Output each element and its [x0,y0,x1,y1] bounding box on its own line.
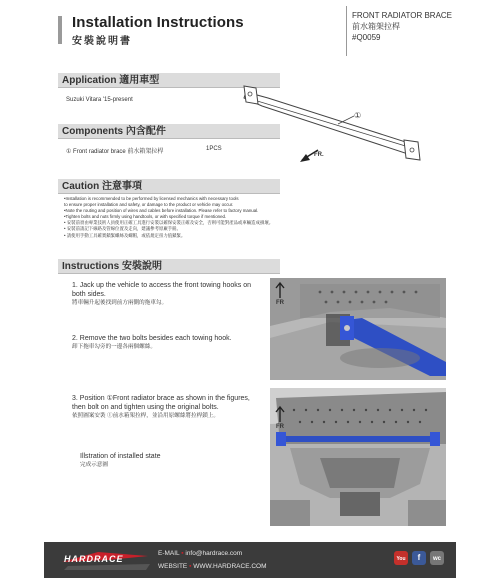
installed-state-photo [270,388,446,526]
step-2 [72,334,232,352]
page-title: Installation Instructions [72,14,244,31]
product-name: FRONT RADIATOR BRACE [352,11,453,20]
step-3-text: 3. Position ①Front radiator brace as shown in the figures, [72,395,250,402]
email-label: E-MAIL [158,550,180,557]
components-heading: Components 內含配件 [58,124,280,139]
instructions-heading: Instructions 安裝說明 [58,259,280,274]
website-row [158,563,267,570]
step-3-text-cn: 依照圖案安裝 ①前水箱架拉桿，並沿用原螺絲將拉桿鎖上。 [72,413,219,419]
facebook-icon-text: f [417,553,421,562]
part-number: #Q0059 [352,33,381,42]
radiator-brace-diagram [240,78,430,174]
caution-line: •Note the routing and position of wires and cables before installation. Please refer to factory manual. [64,208,259,214]
caution-line: to ensure proper installation and safety, or damage to the product or vehicle may occur. [64,202,234,208]
diagram-callout: ① [354,111,362,120]
step-3-text-cont: then bolt on and tighten using the original bolts. [72,404,219,411]
header-accent-bar [58,16,62,44]
step-1-text-cn: 將車輛升起後找到前方兩側的拖車勾。 [72,300,168,306]
step-1 [72,281,251,308]
caution-line: •Tighten bolts and nuts firmly using handtools, or with specified torque if mentioned. [64,214,227,220]
component-item: ① Front radiator brace 前水箱架拉桿 [66,149,164,155]
step-1-text-cont: both sides. [72,291,106,298]
facebook-icon[interactable] [412,551,426,565]
application-heading: Application 適用車型 [58,73,280,88]
youtube-icon[interactable] [394,551,408,565]
illustration-label-cn: 完成示意圖 [80,462,108,468]
diagram-direction-label: FR. [314,152,324,158]
application-vehicle: Suzuki Vitara '15-present [66,97,133,103]
photo-2-direction-label: FR [276,424,284,430]
website-separator-icon: ▪ [189,563,194,570]
caution-heading: Caution 注意事項 [58,179,280,194]
photo-1-direction-label: FR [276,300,284,306]
product-name-cn: 前水箱架拉桿 [352,22,400,31]
website-label: WEBSITE [158,563,188,570]
caution-line: • 請使用手動工具確實鎖緊螺絲及螺帽，或依規定扭力值鎖緊。 [64,232,186,238]
step-3 [72,394,250,421]
caution-list [64,196,273,239]
caution-line: • 安裝前請記下線路及管線位置及走向，建議參考原廠手冊。 [64,226,181,232]
caution-line: • 安裝前須由專業技術人員使用正確工具進行安裝以確保安裝正確及安全，否則可能對產品或車輛造成損壞。 [64,220,274,226]
step-photo-towing-hook [270,278,446,380]
illustration-caption [72,452,161,470]
header-divider [346,6,347,56]
page-title-cn: 安裝說明書 [72,36,132,47]
step-2-text: 2. Remove the two bolts besides each towing hook. [72,335,232,342]
caution-line: •Installation is recommended to be performed by licensed mechanics with necessary tools [64,196,239,201]
email-separator-icon: ▪ [181,550,186,557]
email-link[interactable]: info@hardrace.com [185,550,243,557]
step-1-text: 1. Jack up the vehicle to access the front towing hooks on [72,282,251,289]
component-qty: 1PCS [206,146,222,152]
product-info [352,10,452,43]
step-2-text-cn: 卸下拖車勾旁的一邊各兩個螺絲。 [72,344,156,350]
brand-name: HARDRACE [64,554,124,564]
website-link[interactable]: WWW.HARDRACE.COM [193,563,267,570]
footer [44,542,456,578]
illustration-label: Illstration of installed state [80,453,161,460]
wechat-icon-text: wc [432,556,441,562]
youtube-icon-text: You [396,556,406,562]
wechat-icon[interactable] [430,551,444,565]
email-row [158,550,242,557]
